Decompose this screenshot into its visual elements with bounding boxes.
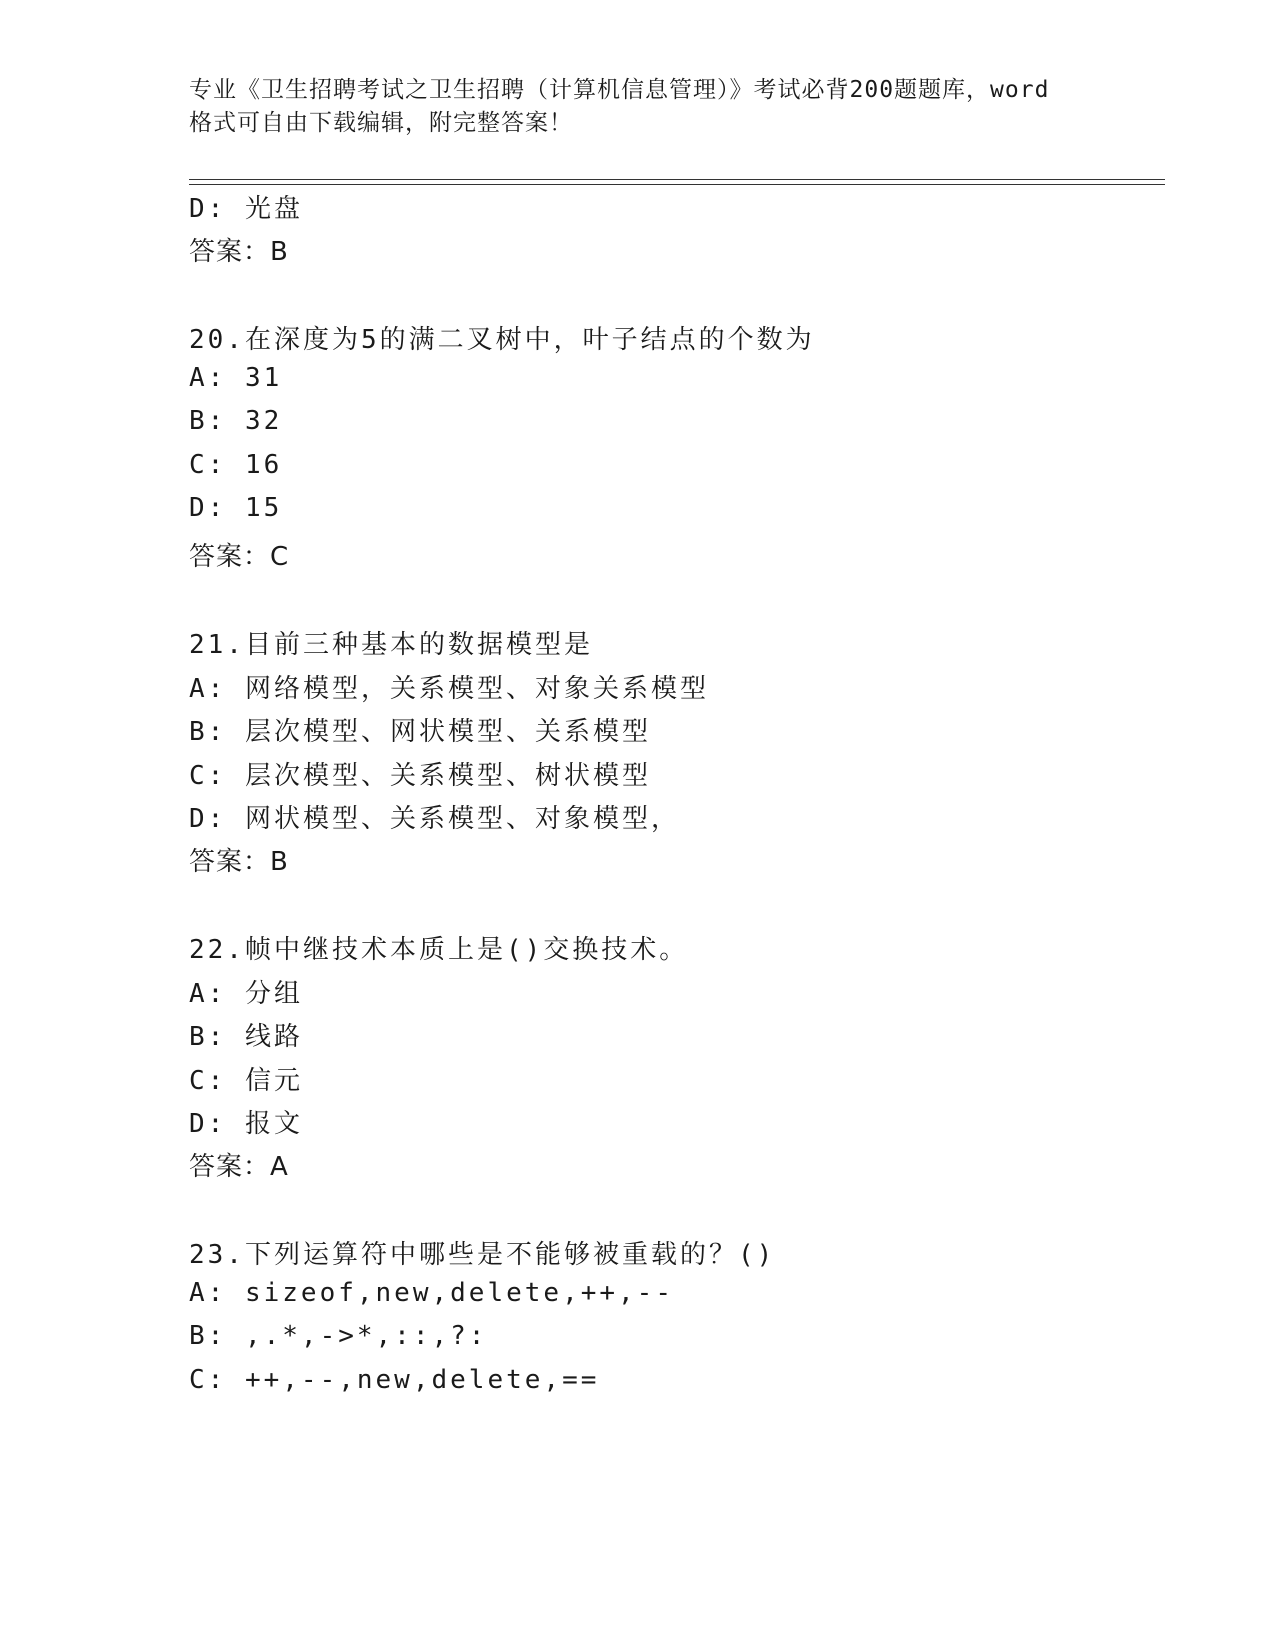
question-21-option-b: B: 层次模型、网状模型、关系模型 [189,717,651,747]
question-21-stem: 21.目前三种基本的数据模型是 [189,630,593,660]
question-21-option-a: A: 网络模型，关系模型、对象关系模型 [189,674,709,704]
question-20-option-a: A: 31 [189,363,283,393]
question-23-option-a: A: sizeof,new,delete,++,-- [189,1278,674,1308]
question-22-answer: 答案：A [189,1152,289,1182]
question-20-option-d: D: 15 [189,493,283,523]
question-22-option-d: D: 报文 [189,1109,303,1139]
header-line-2: 格式可自由下载编辑，附完整答案！ [189,110,573,136]
question-21-option-c: C: 层次模型、关系模型、树状模型 [189,761,651,791]
question-22-option-b: B: 线路 [189,1022,303,1052]
prev-option-d: D: 光盘 [189,194,303,224]
header-line-1: 专业《卫生招聘考试之卫生招聘（计算机信息管理）》考试必背200题题库，word [189,77,1050,103]
question-20-stem: 20.在深度为5的满二叉树中，叶子结点的个数为 [189,325,815,355]
question-20-option-c: C: 16 [189,450,283,480]
question-20-option-b: B: 32 [189,406,283,436]
question-22-option-a: A: 分组 [189,979,303,1009]
question-22-stem: 22.帧中继技术本质上是()交换技术。 [189,935,689,965]
question-20-answer: 答案：C [189,542,290,572]
prev-answer: 答案：B [189,237,289,267]
question-23-stem: 23.下列运算符中哪些是不能够被重载的？() [189,1240,776,1270]
question-21-option-d: D: 网状模型、关系模型、对象模型， [189,804,680,834]
question-21-answer: 答案：B [189,847,289,877]
question-23-option-b: B: ,.*,->*,::,?: [189,1321,488,1351]
question-23-option-c: C: ++,--,new,delete,== [189,1365,600,1395]
question-22-option-c: C: 信元 [189,1066,303,1096]
header-divider-bottom [189,184,1165,185]
header-divider-top [189,179,1165,180]
document-header [189,74,1089,140]
